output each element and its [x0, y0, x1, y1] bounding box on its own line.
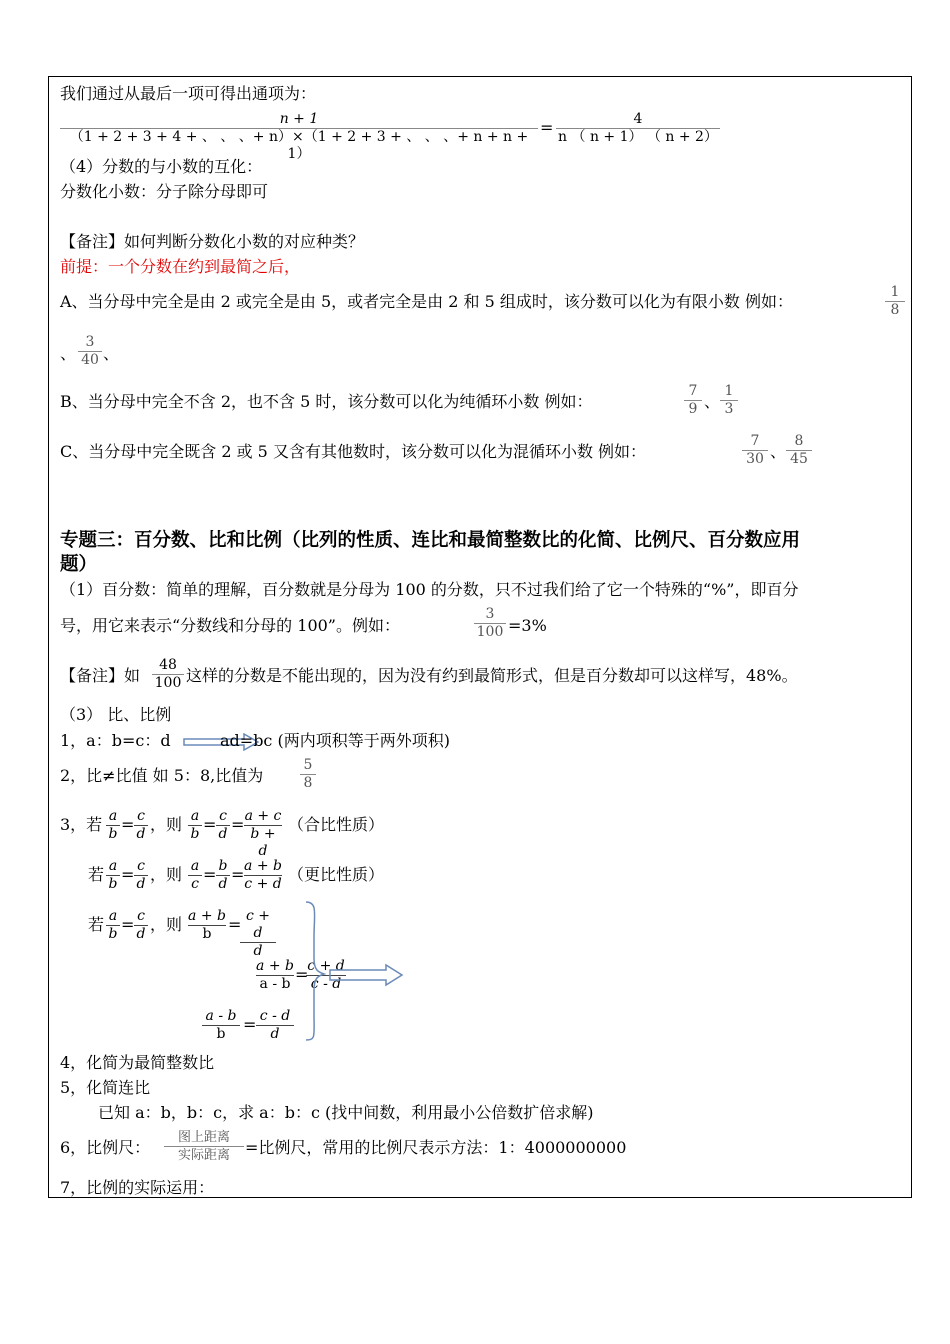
fraction-numerator: 3	[485, 606, 495, 622]
fraction-numerator: 1	[724, 383, 734, 399]
fraction-denominator: c	[188, 875, 202, 893]
fraction-numerator: c	[137, 908, 145, 924]
fraction-denominator: 实际距离	[164, 1146, 244, 1164]
fraction-denominator: d	[134, 875, 148, 893]
fraction-denominator: d	[240, 942, 276, 960]
equals-sign: =	[203, 815, 217, 834]
fraction-denominator: c - d	[306, 975, 346, 993]
fraction-denominator: c + d	[244, 876, 282, 892]
fraction-denominator: 30	[742, 450, 768, 468]
rule-6-detail: =比例尺，常用的比例尺表示方法：1：4000000000	[245, 1138, 627, 1157]
fraction-c-d	[134, 808, 148, 843]
example-fraction	[720, 383, 738, 418]
fraction-denominator: d	[216, 875, 230, 893]
rule-5-detail: 已知 a：b，b：c，求 a：b：c (找中间数，利用最小公倍数扩倍求解)	[98, 1103, 594, 1122]
rule-4: 4，化简为最简整数比	[60, 1053, 215, 1072]
example-fraction	[300, 757, 316, 792]
fraction-numerator: a	[190, 808, 200, 824]
fraction-numerator: c + d	[307, 958, 345, 974]
rule-6: 6，比例尺：	[60, 1138, 151, 1157]
example-fraction	[742, 433, 768, 468]
fraction-denominator: （1 + 2 + 3 + 4 + 、 、 、+ n）×（1 + 2 + 3 + 、 、 、+ n + n + 1）	[60, 128, 538, 163]
property-label: （更比性质）	[288, 865, 385, 884]
fraction-numerator: 3	[85, 334, 95, 350]
fraction-sum	[244, 858, 282, 893]
then-text: ，则	[150, 865, 183, 884]
equals-sign: =	[231, 815, 245, 834]
then-text: ，则	[150, 815, 183, 834]
example-fraction	[474, 606, 506, 641]
rule-7: 7，比例的实际运用：	[60, 1178, 215, 1197]
example-fraction	[78, 334, 102, 369]
fraction-numerator: c - d	[259, 1008, 291, 1024]
text-line: （1）百分数：简单的理解，百分数就是分母为 100 的分数，只不过我们给了它一个特殊的“%”，即百分	[60, 580, 799, 599]
equals-sign: =	[295, 965, 309, 984]
fraction-numerator: a + b	[244, 858, 282, 874]
fraction-numerator: c	[137, 808, 145, 824]
separator: 、	[704, 392, 721, 411]
fraction-denominator: b	[188, 925, 226, 943]
separator: 、	[103, 344, 120, 363]
text-line: 我们通过从最后一项可得出通项为：	[60, 84, 317, 103]
then-text: ，则	[150, 915, 183, 934]
topic-heading-cont: 题）	[60, 554, 98, 575]
fraction-denominator: b	[106, 875, 120, 893]
fraction-apb-amb	[256, 958, 294, 993]
note-text: 这样的分数是不能出现的，因为没有约到最简形式，但是百分数却可以这样写，48%。	[186, 666, 798, 685]
rule-a: A、当分母中完全是由 2 或完全是由 5，或者完全是由 2 和 5 组成时，该分数可以化为有限小数 例如：	[60, 292, 793, 311]
fraction-numerator: 7	[750, 433, 760, 449]
fraction-apb-b	[188, 908, 226, 943]
fraction-denominator: 8	[300, 774, 316, 792]
example-fraction	[786, 433, 812, 468]
general-term-result	[556, 111, 720, 146]
rule-1: 1，a：b=c：d	[60, 731, 171, 750]
fraction-cmd-d	[256, 1008, 294, 1043]
text-line: =3%	[508, 616, 547, 635]
equals-sign: =	[228, 915, 242, 934]
text-line: 分数化小数：分子除分母即可	[60, 182, 269, 201]
premise-text: 前提：一个分数在约到最简之后，	[60, 257, 301, 276]
if-text: 若	[88, 915, 105, 934]
example-fraction	[684, 383, 702, 418]
fraction-cpd-d	[240, 908, 276, 960]
fraction-b-d	[216, 858, 230, 893]
fraction-denominator: b	[106, 925, 120, 943]
fraction-denominator: n （ n + 1） （ n + 2）	[556, 128, 720, 146]
equals-sign: =	[203, 865, 217, 884]
fraction-numerator: 5	[303, 757, 313, 773]
topic-heading: 专题三：百分数、比和比例（比列的性质、连比和最简整数比的化简、比例尺、百分数应用	[60, 530, 801, 551]
fraction-numerator: 7	[688, 383, 698, 399]
fraction-numerator: n + 1	[279, 111, 319, 127]
note-text: 【备注】如	[60, 666, 141, 685]
scale-fraction	[164, 1129, 244, 1164]
fraction-denominator: d	[256, 1025, 294, 1043]
rule-3: 3，若	[60, 815, 103, 834]
equals-sign: =	[231, 865, 245, 884]
text-line: 号，用它来表示“分数线和分母的 100”。例如：	[60, 616, 400, 635]
fraction-c-d	[216, 808, 230, 843]
fraction-numerator: c	[219, 808, 227, 824]
equals-sign: =	[243, 1015, 257, 1034]
fraction-denominator: 3	[720, 400, 738, 418]
fraction-a-b	[106, 808, 120, 843]
fraction-denominator: 9	[684, 400, 702, 418]
fraction-numerator: a - b	[205, 1008, 237, 1024]
if-text: 若	[88, 865, 105, 884]
fraction-numerator: b	[218, 858, 228, 874]
property-label: （合比性质）	[288, 815, 385, 834]
right-brace-arrow-icon	[302, 898, 412, 1044]
fraction-denominator: b	[106, 825, 120, 843]
fraction-denominator: b	[202, 1025, 240, 1043]
general-term-fraction	[60, 111, 538, 163]
fraction-numerator: c	[137, 858, 145, 874]
fraction-denominator: 45	[786, 450, 812, 468]
rule-c: C、当分母中完全既含 2 或 5 又含有其他数时，该分数可以化为混循环小数 例如：	[60, 442, 647, 461]
equals-sign: =	[540, 118, 554, 137]
fraction-a-b	[188, 808, 202, 843]
fraction-a-c	[188, 858, 202, 893]
rule-1-result: ad=bc (两内项积等于两外项积)	[220, 731, 450, 750]
fraction-numerator: 图上距离	[177, 1130, 230, 1145]
equals-sign: =	[121, 915, 135, 934]
fraction-denominator: d	[134, 925, 148, 943]
section-heading: （3） 比、比例	[60, 705, 172, 724]
fraction-denominator: d	[134, 825, 148, 843]
equals-sign: =	[121, 815, 135, 834]
fraction-numerator: a	[190, 858, 200, 874]
fraction-c-d	[134, 908, 148, 943]
fraction-numerator: a	[108, 908, 118, 924]
separator: 、	[60, 344, 77, 363]
fraction-numerator: a + b	[256, 958, 294, 974]
fraction-denominator: 40	[78, 351, 102, 369]
fraction-numerator: a + b	[188, 908, 226, 924]
fraction-denominator: b	[188, 825, 202, 843]
fraction-numerator: 8	[794, 433, 804, 449]
separator: 、	[770, 442, 787, 461]
rule-b: B、当分母中完全不含 2，也不含 5 时，该分数可以化为纯循环小数 例如：	[60, 392, 593, 411]
fraction-numerator: a	[108, 858, 118, 874]
example-fraction	[885, 284, 905, 319]
fraction-sum	[244, 808, 282, 860]
fraction-c-d	[134, 858, 148, 893]
fraction-denominator: d	[216, 825, 230, 843]
fraction-denominator: b + d	[244, 825, 282, 860]
equals-sign: =	[121, 865, 135, 884]
rule-5: 5，化简连比	[60, 1078, 151, 1097]
fraction-denominator: 8	[885, 301, 905, 319]
fraction-numerator: a + c	[244, 808, 282, 824]
fraction-denominator: a - b	[256, 975, 294, 993]
fraction-a-b	[106, 908, 120, 943]
fraction-numerator: a	[108, 808, 118, 824]
note-heading: 【备注】如何判断分数化小数的对应种类？	[60, 232, 365, 251]
text-line: （4）分数的与小数的互化：	[60, 157, 263, 176]
fraction-numerator: 48	[159, 657, 177, 673]
rule-2: 2，比≠比值 如 5：8,比值为	[60, 766, 264, 785]
fraction-a-b	[106, 858, 120, 893]
example-fraction	[152, 657, 184, 692]
fraction-numerator: 1	[890, 284, 900, 300]
fraction-denominator: 100	[152, 674, 184, 692]
fraction-denominator: 100	[474, 623, 506, 641]
fraction-amb-b	[202, 1008, 240, 1043]
fraction-numerator: c + d	[245, 908, 271, 941]
fraction-numerator: 4	[633, 111, 643, 127]
